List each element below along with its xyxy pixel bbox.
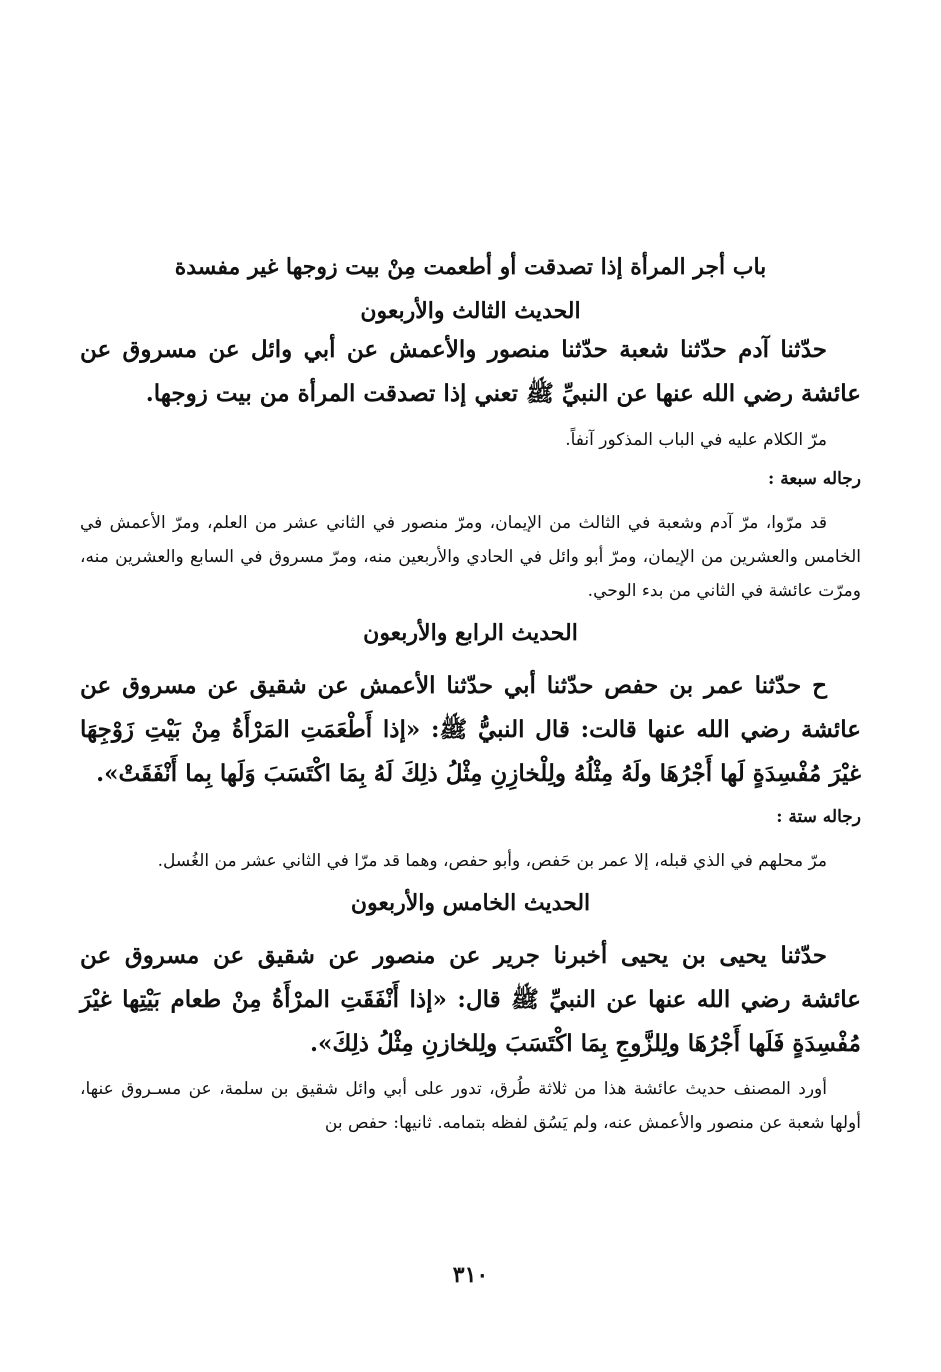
hadith-44-text bbox=[80, 664, 861, 796]
hadith-43-narrators-content: قد مرّوا، مرّ آدم وشعبة في الثالث من الإيمان، ومرّ منصور في الثاني عشر من العلم، ومرّ الأعمش في الخامس والعشرين من الإيمان، ومرّ أبو وائل في الحادي والأربعين منه، ومرّ مسروق في السابع والعشرين منه، ومرّت عائشة في الثاني من بدء الوحي. bbox=[80, 513, 861, 601]
hadith-45-text bbox=[80, 934, 861, 1066]
hadith-43-note-content: مرّ الكلام عليه في الباب المذكور آنفاً. bbox=[565, 430, 827, 450]
hadith-43-narrators-text bbox=[80, 506, 861, 608]
hadith-45-commentary-content: أورد المصنف حديث عائشة هذا من ثلاثة طُرق، تدور على أبي وائل شقيق بن سلمة، عن مسـروق عنها، أولها شعبة عن منصور والأعمش عنه، ولم يَسُق لفظه بتمامه. ثانيها: حفص بن bbox=[80, 1079, 861, 1133]
hadith-44-narrators-label: رجاله ستة : bbox=[776, 807, 861, 827]
page-number: ٣١٠ bbox=[452, 1262, 489, 1288]
hadith-43-text bbox=[80, 328, 861, 416]
hadith-43-title: الحديث الثالث والأربعون bbox=[360, 298, 581, 324]
hadith-43-note bbox=[80, 422, 861, 458]
hadith-44-text-content: ح حدّثنا عمر بن حفص حدّثنا أبي حدّثنا الأعمش عن شقيق عن مسروق عن عائشة رضي الله عنها قالت: قال النبيُّ ﷺ: «إذا أَطْعَمَتِ المَرْأَةُ مِنْ بَيْتِ زَوْجِهَا غيْرَ مُفْسِدَةٍ لَها أَجْرُهَا ولَهُ مِثْلُهُ ولِلْخازِنِ مِثْلُ ذلِكَ لَهُ بِمَا اكْتَسَبَ وَلَها بِما أَنْفَقَتْ». bbox=[80, 672, 861, 787]
hadith-43-text-content: حدّثنا آدم حدّثنا شعبة حدّثنا منصور والأعمش عن أبي وائل عن مسروق عن عائشة رضي الله عنها عن النبيِّ ﷺ تعني إذا تصدقت المرأة من بيت زوجها. bbox=[80, 336, 861, 407]
hadith-44-narrators-content: مرّ محلهم في الذي قبله، إلا عمر بن حَفص، وأبو حفص، وهما قد مرّا في الثاني عشر من الغُسل. bbox=[157, 851, 827, 871]
chapter-title: باب أجر المرأة إذا تصدقت أو أطعمت مِنْ بيت زوجها غير مفسدة bbox=[174, 254, 767, 280]
hadith-43-narrators-label: رجاله سبعة : bbox=[768, 469, 861, 489]
hadith-45-title: الحديث الخامس والأربعون bbox=[350, 890, 591, 916]
hadith-44-title: الحديث الرابع والأربعون bbox=[363, 620, 578, 646]
hadith-45-text-content: حدّثنا يحيى بن يحيى أخبرنا جرير عن منصور عن شقيق عن مسروق عن عائشة رضي الله عنها عن النبيِّ ﷺ قال: «إذا أَنْفَقَتِ المرْأَةُ مِنْ طعام بَيْتِها غيْرَ مُفْسِدَةٍ فَلَها أَجْرُهَا ولِلزَّوجِ بِمَا اكْتَسَبَ ولِلخازنِ مِثْلُ ذلِكَ». bbox=[80, 942, 861, 1057]
hadith-45-commentary bbox=[80, 1072, 861, 1140]
hadith-44-narrators-text bbox=[80, 844, 861, 878]
